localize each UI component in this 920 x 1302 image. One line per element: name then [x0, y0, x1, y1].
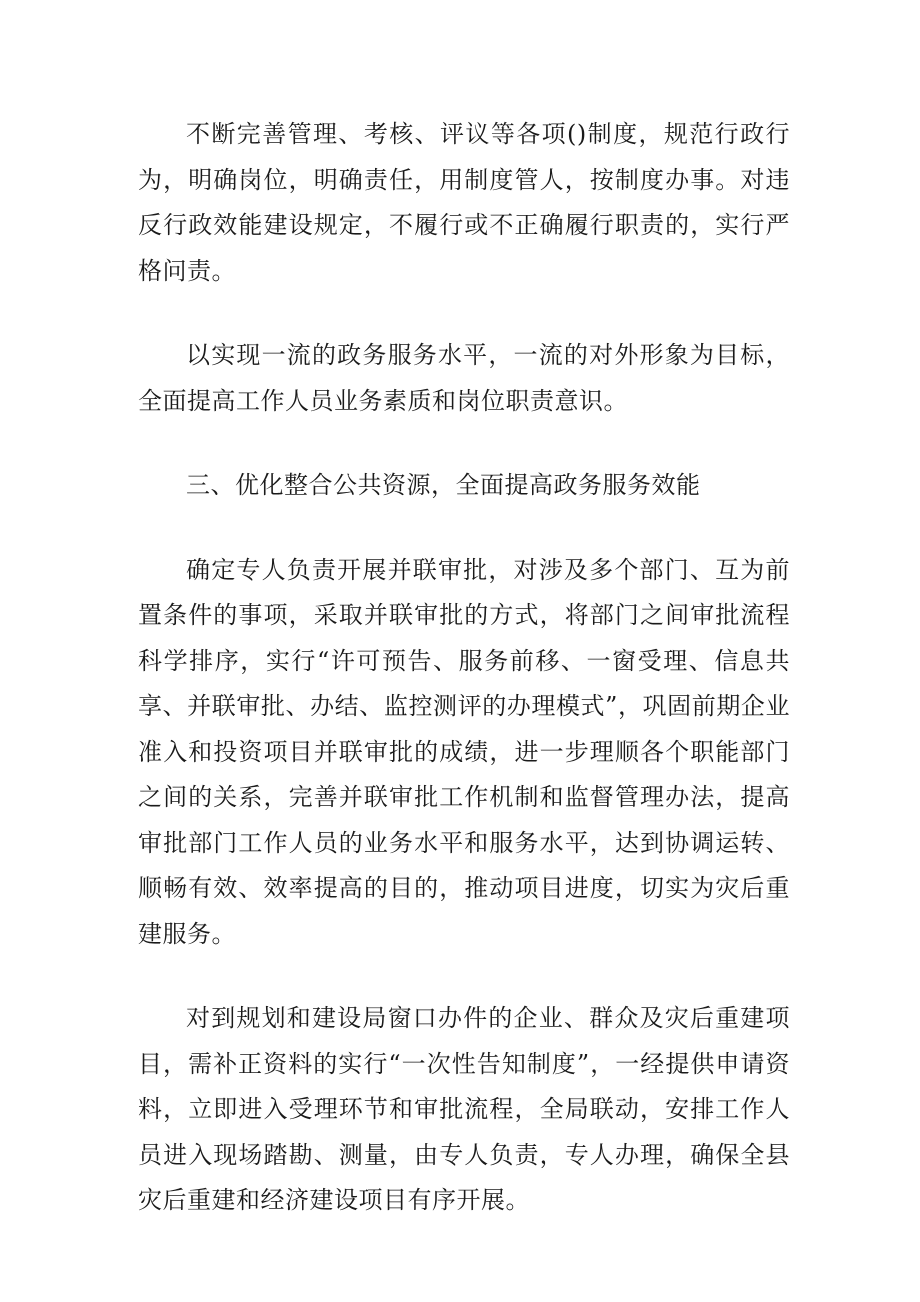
paragraph-parallel-approval: 确定专人负责开展并联审批，对涉及多个部门、互为前置条件的事项，采取并联审批的方式，将部门之间审批流程科学排序，实行“许可预告、服务前移、一窗受理、信息共享、并联审批、办结、监控测评的办理模式”，巩固前期企业准入和投资项目并联审批的成绩，进一步理顺各个职能部门之间的关系，完善并联审批工作机制和监督管理办法，提高审批部门工作人员的业务水平和服务水平，达到协调运转、顺畅有效、效率提高的目的，推动项目进度，切实为灾后重建服务。 — [138, 555, 790, 948]
paragraph-one-time-notice: 对到规划和建设局窗口办件的企业、群众及灾后重建项目，需补正资料的实行“一次性告知制度”，一经提供申请资料，立即进入受理环节和审批流程，全局联动，安排工作人员进入现场踏勘、测量，由专人负责，专人办理，确保全县灾后重建和经济建设项目有序开展。 — [138, 1004, 790, 1214]
document-body — [138, 112, 790, 1224]
section-heading-three: 三、优化整合公共资源，全面提高政务服务效能 — [186, 471, 701, 499]
paragraph-management-system: 不断完善管理、考核、评议等各项()制度，规范行政行为，明确岗位，明确责任，用制度管人，按制度办事。对违反行政效能建设规定，不履行或不正确履行职责的，实行严格问责。 — [138, 120, 790, 285]
paragraph-service-goal: 以实现一流的政务服务水平，一流的对外形象为目标，全面提高工作人员业务素质和岗位职责意识。 — [138, 341, 790, 415]
